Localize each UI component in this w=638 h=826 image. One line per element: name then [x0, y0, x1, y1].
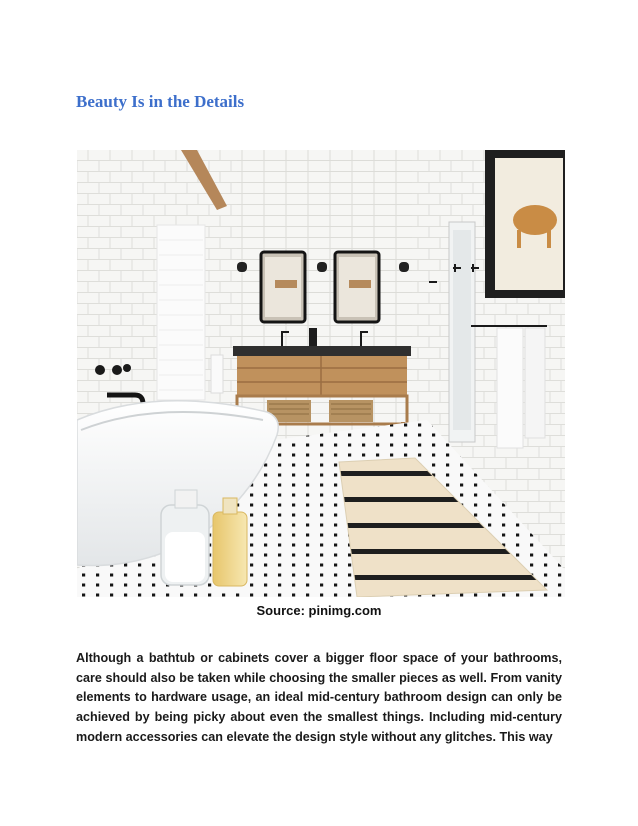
section-heading: Beauty Is in the Details [76, 92, 245, 111]
image-caption: Source: pinimg.com [256, 603, 382, 618]
bathroom-photo [77, 150, 565, 597]
bathroom-illustration [77, 150, 565, 597]
body-paragraph: Although a bathtub or cabinets cover a bigger floor space of your bathrooms, care should also be taken while choosing the smaller pieces as well. From vanity elements to hardware usage, an ideal mid-century bathroom design can only be achieved by being picky about even the smallest things. Including mid-century modern accessories can elevate the design style without any glitches. This way [76, 651, 562, 744]
